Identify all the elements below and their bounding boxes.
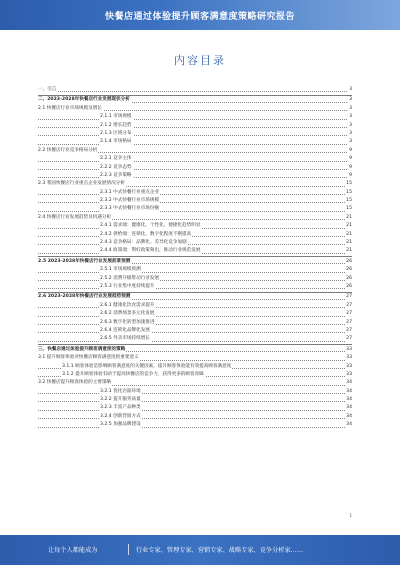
footer-divider [128, 544, 129, 555]
toc-entry-page: 26 [345, 283, 352, 291]
report-title: 快餐店通过体验提升顾客满意度策略研究报告 [104, 12, 295, 22]
toc-entry-label: 2.5.3 行业集中度持续提升 [100, 283, 156, 291]
toc-entry[interactable] [38, 346, 352, 354]
toc-leader-dots [38, 410, 347, 411]
toc-entry-page: 27 [345, 310, 352, 318]
toc-entry[interactable] [38, 172, 352, 180]
toc-entry-label: 2.4.1 需求端：健康化、个性化、便捷化趋势明显 [100, 222, 201, 230]
page-number: 1 [349, 513, 352, 518]
toc-entry-label: 3.2.4 创新营销方式 [100, 413, 142, 421]
toc-entry-page: 3 [348, 138, 352, 146]
toc-entry[interactable] [38, 138, 352, 146]
toc-entry[interactable] [38, 155, 352, 163]
toc-leader-dots [38, 161, 347, 162]
toc-leader-dots [38, 119, 347, 120]
toc-entry-page: 9 [348, 164, 352, 172]
toc-entry-label: 3.2 快餐店提升顾客体验的主要策略 [38, 379, 112, 387]
toc-entry-label: 2.2.1 竞争主体 [100, 155, 133, 163]
toc-entry[interactable] [38, 147, 352, 155]
toc-entry-page: 3 [348, 86, 352, 94]
toc-entry-label: 2.2.3 竞争策略 [100, 172, 133, 180]
toc-entry[interactable] [38, 214, 352, 222]
toc-entry[interactable] [38, 239, 352, 247]
toc-entry[interactable] [38, 354, 352, 362]
toc-entry-label: 3.2.1 优化店面环境 [100, 388, 142, 396]
toc-entry-label: 3.2.5 加强品牌建设 [100, 421, 142, 429]
toc-leader-dots [38, 316, 347, 317]
toc-entry[interactable] [38, 327, 352, 335]
toc-entry-label: 3.1.2 提升顾客体验有助于提高快餐店的竞争力，获得更多的顾客青睐 [62, 371, 205, 379]
toc-entry-page: 3 [348, 130, 352, 138]
toc-entry-page: 27 [345, 327, 352, 335]
toc-entry-label: 3.1 提升顾客体验对快餐店顾客满意度的重要意义 [38, 354, 140, 362]
toc-entry[interactable] [38, 113, 352, 121]
toc-leader-dots [38, 272, 347, 273]
toc-entry-page: 34 [345, 379, 352, 387]
toc-entry-page: 3 [348, 122, 352, 130]
toc-entry-label: 一、引言 [38, 86, 57, 94]
toc-leader-dots [38, 427, 347, 428]
toc-leader-dots [38, 324, 347, 325]
toc-entry[interactable] [38, 122, 352, 130]
toc-entry-page: 15 [345, 189, 352, 197]
toc-entry-page: 26 [345, 258, 352, 266]
toc-entry-label: 2.6.3 数字化转型加速推进 [100, 319, 156, 327]
toc-leader-dots [38, 135, 347, 136]
toc-entry[interactable] [38, 283, 352, 291]
toc-entry-label: 2.4.4 政策端：利好政策频出，推动行业规范发展 [100, 247, 201, 255]
toc-entry[interactable] [38, 396, 352, 404]
toc-entry-label: 2.6.2 消费场景多元化发展 [100, 310, 156, 318]
toc-entry-page: 27 [345, 302, 352, 310]
toc-entry-label: 2.6 2023-2028年快餐店行业发展趋势预测 [38, 293, 131, 301]
toc-entry-page: 21 [345, 231, 352, 239]
table-of-contents [38, 86, 352, 430]
toc-entry-label: 2.6.1 健康化饮食需求提升 [100, 302, 156, 310]
toc-entry-page: 21 [345, 222, 352, 230]
toc-entry-label: 2.6.4 连锁化品牌化发展 [100, 327, 151, 335]
toc-entry-label: 3.1.1 顾客体验是影响顾客满意度的关键因素，提升顾客体验能有效提高顾客满意度 [62, 363, 232, 371]
toc-leader-dots [38, 91, 347, 92]
toc-leader-dots [38, 244, 347, 245]
toc-leader-dots [38, 307, 347, 308]
toc-entry-page: 21 [345, 214, 352, 222]
header-banner [0, 0, 400, 30]
toc-entry[interactable] [38, 293, 352, 301]
toc-entry[interactable] [38, 205, 352, 213]
toc-entry-page: 9 [348, 172, 352, 180]
toc-leader-dots [38, 288, 347, 289]
toc-leader-dots [38, 393, 347, 394]
toc-entry[interactable] [38, 231, 352, 239]
toc-entry[interactable] [38, 388, 352, 396]
toc-entry[interactable] [38, 266, 352, 274]
toc-entry-label: 2.1.2 增长趋势 [100, 122, 133, 130]
toc-entry-page: 33 [345, 371, 352, 379]
toc-entry-page: 9 [348, 155, 352, 163]
toc-entry-label: 2.4 快餐店行业发展趋势及机遇分析 [38, 214, 112, 222]
toc-entry-page: 21 [345, 239, 352, 247]
toc-entry-page: 33 [345, 363, 352, 371]
footer-banner [0, 535, 400, 565]
toc-entry-label: 2.3.1 中式快餐行业重点企业 [100, 189, 160, 197]
toc-entry-label: 2.1.4 市场格局 [100, 138, 133, 146]
toc-entry-page: 3 [348, 96, 352, 104]
toc-entry[interactable] [38, 371, 352, 379]
toc-entry-page: 9 [348, 147, 352, 155]
toc-entry[interactable] [38, 180, 352, 188]
toc-entry[interactable] [38, 247, 352, 255]
toc-entry-label: 2.4.3 竞争格局：品牌化、差异化竞争加剧 [100, 239, 188, 247]
toc-entry-label: 2.1 快餐店行业市场规模及增长 [38, 105, 103, 113]
toc-entry-page: 34 [345, 404, 352, 412]
toc-entry-page: 15 [345, 180, 352, 188]
toc-leader-dots [38, 169, 347, 170]
toc-entry-label: 2.3 我国快餐店行业重点企业发展情况分析 [38, 180, 126, 188]
toc-entry-page: 15 [345, 205, 352, 213]
toc-entry-label: 2.4.2 供给端：连锁化、数字化程度不断提高 [100, 231, 192, 239]
toc-leader-dots [38, 236, 347, 237]
toc-leader-dots [38, 401, 347, 402]
toc-entry-page: 34 [345, 413, 352, 421]
toc-entry-page: 21 [345, 247, 352, 255]
toc-entry-page: 34 [345, 396, 352, 404]
toc-entry-label: 二、2023-2028年快餐店行业发展现状分析 [38, 96, 131, 104]
toc-entry-label: 2.3.2 中式快餐行业市场规模 [100, 197, 160, 205]
toc-entry[interactable] [38, 302, 352, 310]
toc-leader-dots [38, 202, 347, 203]
toc-entry-page: 3 [348, 113, 352, 121]
toc-entry-label: 2.1.3 区域分布 [100, 130, 133, 138]
toc-entry[interactable] [38, 310, 352, 318]
toc-entry[interactable] [38, 363, 352, 371]
toc-entry[interactable] [38, 319, 352, 327]
toc-entry-label: 2.6.5 外卖市场持续增长 [100, 335, 151, 343]
toc-entry[interactable] [38, 105, 352, 113]
toc-entry-page: 34 [345, 421, 352, 429]
toc-entry-page: 34 [345, 388, 352, 396]
toc-entry[interactable] [38, 379, 352, 387]
toc-entry-label: 2.5.1 市场规模预测 [100, 266, 142, 274]
toc-entry[interactable] [38, 258, 352, 266]
toc-entry-page: 3 [348, 105, 352, 113]
toc-leader-dots [38, 280, 347, 281]
toc-entry-label: 3.2.2 提升服务质量 [100, 396, 142, 404]
toc-entry-label: 2.1.1 市场规模 [100, 113, 133, 121]
footer-slogan-right: 行业专家、管理专家、营销专家、战略专家、竞争分析家…… [136, 547, 304, 554]
toc-entry[interactable] [38, 275, 352, 283]
toc-entry[interactable] [38, 222, 352, 230]
toc-entry-page: 15 [345, 197, 352, 205]
toc-entry[interactable] [38, 413, 352, 421]
toc-entry[interactable] [38, 421, 352, 429]
toc-entry[interactable] [38, 335, 352, 343]
toc-entry-label: 三、快餐店通过体验提升顾客满意度的策略 [38, 346, 126, 354]
toc-entry-label: 2.5 2023-2028年快餐店行业发展前景预测 [38, 258, 131, 266]
toc-entry-page: 33 [345, 354, 352, 362]
toc-entry-label: 2.2 快餐店行业竞争格局分析 [38, 147, 98, 155]
toc-entry-page: 27 [345, 293, 352, 301]
toc-leader-dots [38, 332, 347, 333]
toc-entry-page: 27 [345, 319, 352, 327]
toc-leader-dots [38, 194, 347, 195]
toc-entry-label: 2.3.3 中式快餐行业市场份额 [100, 205, 160, 213]
toc-leader-dots [38, 211, 347, 212]
toc-entry-page: 26 [345, 275, 352, 283]
toc-entry[interactable] [38, 164, 352, 172]
toc-entry[interactable] [38, 404, 352, 412]
toc-entry-label: 3.2.3 丰富产品种类 [100, 404, 142, 412]
toc-entry-label: 2.5.2 消费升级带动行业发展 [100, 275, 160, 283]
toc-entry[interactable] [38, 197, 352, 205]
toc-leader-dots [38, 341, 347, 342]
toc-entry[interactable] [38, 86, 352, 94]
toc-entry[interactable] [38, 96, 352, 104]
footer-slogan-left: 让每个人都能成为 [48, 547, 98, 554]
toc-entry[interactable] [38, 189, 352, 197]
toc-entry-page: 27 [345, 335, 352, 343]
toc-leader-dots [38, 144, 347, 145]
toc-leader-dots [38, 418, 347, 419]
toc-leader-dots [38, 127, 347, 128]
toc-heading: 内容目录 [174, 54, 226, 67]
toc-leader-dots [38, 177, 347, 178]
toc-entry-page: 33 [345, 346, 352, 354]
toc-entry-label: 2.2.2 竞争态势 [100, 164, 133, 172]
toc-entry[interactable] [38, 130, 352, 138]
toc-entry-page: 26 [345, 266, 352, 274]
